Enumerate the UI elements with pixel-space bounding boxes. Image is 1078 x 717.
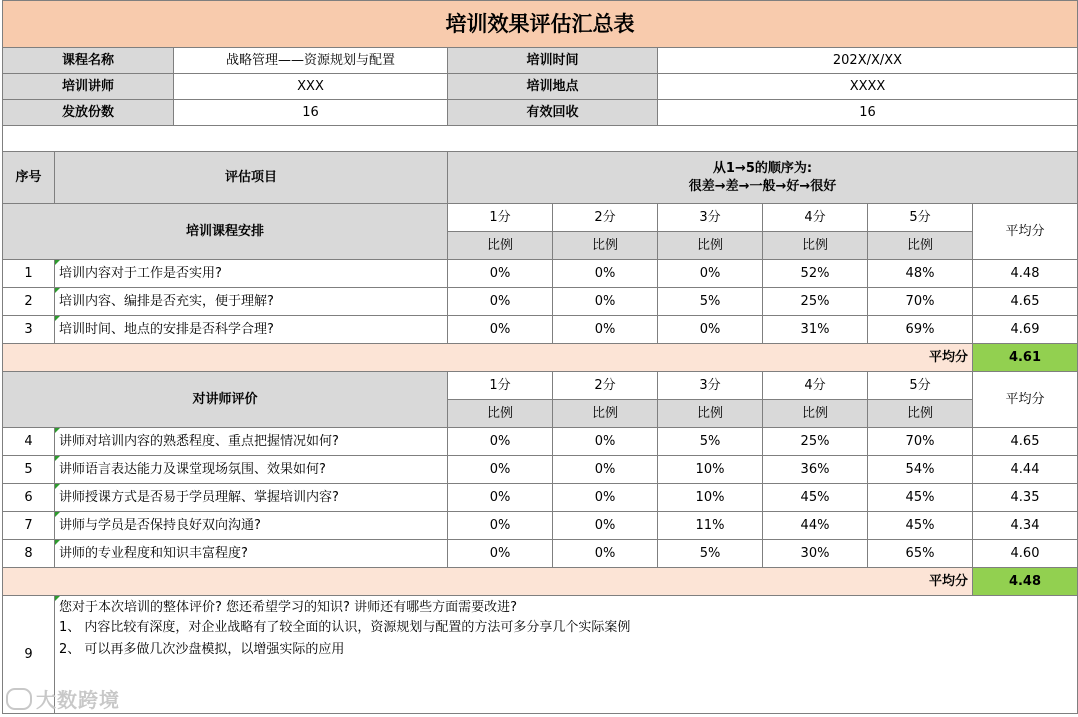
row-number: 5 — [3, 456, 55, 484]
ratio-label: 比例 — [763, 400, 868, 428]
row-average[interactable]: 4.44 — [973, 456, 1078, 484]
ratio-cell[interactable]: 54% — [868, 456, 973, 484]
info-row — [3, 48, 1078, 74]
scale-header — [448, 152, 1078, 204]
feedback-question: 您对于本次培训的整体评价? 您还希望学习的知识? 讲师还有哪些方面需要改进? — [59, 600, 517, 615]
ratio-cell[interactable]: 5% — [658, 288, 763, 316]
row-average[interactable]: 4.48 — [973, 260, 1078, 288]
ratio-cell[interactable]: 0% — [553, 428, 658, 456]
ratio-cell[interactable]: 36% — [763, 456, 868, 484]
info-value[interactable]: 16 — [174, 100, 448, 126]
ratio-cell[interactable]: 11% — [658, 512, 763, 540]
row-question[interactable]: 讲师的专业程度和知识丰富程度? — [55, 540, 448, 568]
score-col-header: 2分 — [553, 204, 658, 232]
summary-label: 平均分 — [3, 568, 973, 596]
table-row — [3, 456, 1078, 484]
ratio-cell[interactable]: 30% — [763, 540, 868, 568]
summary-row — [3, 568, 1078, 596]
score-col-header: 1分 — [448, 204, 553, 232]
ratio-cell[interactable]: 25% — [763, 428, 868, 456]
ratio-cell[interactable]: 65% — [868, 540, 973, 568]
ratio-cell[interactable]: 31% — [763, 316, 868, 344]
ratio-cell[interactable]: 10% — [658, 484, 763, 512]
ratio-cell[interactable]: 0% — [448, 484, 553, 512]
info-key: 发放份数 — [3, 100, 174, 126]
info-value[interactable]: XXX — [174, 74, 448, 100]
ratio-cell[interactable]: 25% — [763, 288, 868, 316]
ratio-cell[interactable]: 0% — [448, 512, 553, 540]
row-question[interactable]: 讲师语言表达能力及课堂现场氛围、效果如何? — [55, 456, 448, 484]
section-title: 培训课程安排 — [3, 204, 448, 260]
ratio-cell[interactable]: 52% — [763, 260, 868, 288]
row-number: 9 — [3, 596, 55, 714]
info-value[interactable]: 16 — [658, 100, 1078, 126]
feedback-row — [3, 596, 1078, 714]
row-question[interactable]: 培训内容对于工作是否实用? — [55, 260, 448, 288]
table-row — [3, 428, 1078, 456]
info-key: 培训地点 — [448, 74, 658, 100]
info-row — [3, 100, 1078, 126]
score-col-header: 5分 — [868, 204, 973, 232]
seq-header: 序号 — [3, 152, 55, 204]
ratio-cell[interactable]: 0% — [553, 512, 658, 540]
ratio-cell[interactable]: 0% — [448, 428, 553, 456]
ratio-cell[interactable]: 0% — [448, 288, 553, 316]
row-question[interactable]: 讲师与学员是否保持良好双向沟通? — [55, 512, 448, 540]
row-question[interactable]: 培训内容、编排是否充实，便于理解? — [55, 288, 448, 316]
scale-line-2: 很差→差→一般→好→很好 — [688, 178, 837, 194]
item-header: 评估项目 — [55, 152, 448, 204]
ratio-cell[interactable]: 0% — [448, 260, 553, 288]
row-number: 1 — [3, 260, 55, 288]
info-key: 培训时间 — [448, 48, 658, 74]
ratio-label: 比例 — [448, 400, 553, 428]
ratio-label: 比例 — [868, 400, 973, 428]
ratio-cell[interactable]: 45% — [868, 484, 973, 512]
ratio-cell[interactable]: 48% — [868, 260, 973, 288]
watermark-text: 大数跨境 — [36, 688, 120, 712]
row-average[interactable]: 4.35 — [973, 484, 1078, 512]
ratio-cell[interactable]: 69% — [868, 316, 973, 344]
ratio-cell[interactable]: 5% — [658, 540, 763, 568]
row-number: 3 — [3, 316, 55, 344]
info-key: 课程名称 — [3, 48, 174, 74]
summary-row — [3, 344, 1078, 372]
ratio-cell[interactable]: 0% — [448, 316, 553, 344]
ratio-cell[interactable]: 0% — [553, 316, 658, 344]
ratio-label: 比例 — [658, 400, 763, 428]
ratio-label: 比例 — [868, 232, 973, 260]
ratio-cell[interactable]: 0% — [553, 484, 658, 512]
score-col-header: 4分 — [763, 204, 868, 232]
section-header-row — [3, 204, 1078, 232]
score-col-header: 4分 — [763, 372, 868, 400]
blank-cell — [3, 126, 1078, 152]
score-col-header: 3分 — [658, 372, 763, 400]
page-title: 培训效果评估汇总表 — [3, 1, 1078, 48]
ratio-cell[interactable]: 5% — [658, 428, 763, 456]
row-question[interactable]: 讲师授课方式是否易于学员理解、掌握培训内容? — [55, 484, 448, 512]
info-value[interactable]: 202X/X/XX — [658, 48, 1078, 74]
ratio-cell[interactable]: 0% — [448, 456, 553, 484]
table-row — [3, 288, 1078, 316]
ratio-label: 比例 — [553, 232, 658, 260]
section-header-row — [3, 372, 1078, 400]
ratio-cell[interactable]: 0% — [658, 316, 763, 344]
row-average[interactable]: 4.69 — [973, 316, 1078, 344]
row-question[interactable]: 讲师对培训内容的熟悉程度、重点把握情况如何? — [55, 428, 448, 456]
row-average[interactable]: 4.60 — [973, 540, 1078, 568]
score-col-header: 5分 — [868, 372, 973, 400]
table-row — [3, 540, 1078, 568]
section-title: 对讲师评价 — [3, 372, 448, 428]
ratio-label: 比例 — [448, 232, 553, 260]
avg-col-header: 平均分 — [973, 372, 1078, 428]
ratio-label: 比例 — [553, 400, 658, 428]
ratio-cell[interactable]: 0% — [448, 540, 553, 568]
ratio-label: 比例 — [658, 232, 763, 260]
ratio-cell[interactable]: 70% — [868, 428, 973, 456]
score-col-header: 3分 — [658, 204, 763, 232]
row-number: 4 — [3, 428, 55, 456]
row-average[interactable]: 4.34 — [973, 512, 1078, 540]
table-row — [3, 316, 1078, 344]
ratio-cell[interactable]: 10% — [658, 456, 763, 484]
feedback-line: 2、 可以再多做几次沙盘模拟，以增强实际的应用 — [59, 642, 345, 657]
row-average[interactable]: 4.65 — [973, 428, 1078, 456]
scale-line-1: 从1→5的顺序为: — [712, 160, 813, 176]
info-key: 培训讲师 — [3, 74, 174, 100]
watermark-logo-icon — [6, 688, 32, 710]
avg-col-header: 平均分 — [973, 204, 1078, 260]
row-question[interactable]: 培训时间、地点的安排是否科学合理? — [55, 316, 448, 344]
row-number: 6 — [3, 484, 55, 512]
summary-average[interactable]: 4.48 — [973, 568, 1078, 596]
row-number: 2 — [3, 288, 55, 316]
ratio-cell[interactable]: 70% — [868, 288, 973, 316]
ratio-cell[interactable]: 45% — [763, 484, 868, 512]
info-value[interactable]: XXXX — [658, 74, 1078, 100]
summary-label: 平均分 — [3, 344, 973, 372]
ratio-cell[interactable]: 45% — [868, 512, 973, 540]
ratio-cell[interactable]: 44% — [763, 512, 868, 540]
info-value[interactable]: 战略管理——资源规划与配置 — [174, 48, 448, 74]
row-number: 7 — [3, 512, 55, 540]
row-number: 8 — [3, 540, 55, 568]
info-key: 有效回收 — [448, 100, 658, 126]
feedback-cell[interactable] — [55, 596, 1078, 714]
ratio-cell[interactable]: 0% — [658, 260, 763, 288]
ratio-cell[interactable]: 0% — [553, 540, 658, 568]
row-average[interactable]: 4.65 — [973, 288, 1078, 316]
table-row — [3, 484, 1078, 512]
score-col-header: 1分 — [448, 372, 553, 400]
table-row — [3, 512, 1078, 540]
watermark — [6, 684, 120, 713]
info-row — [3, 74, 1078, 100]
evaluation-summary-table — [2, 0, 1078, 714]
feedback-line: 1、 内容比较有深度，对企业战略有了较全面的认识，资源规划与配置的方法可多分享几个实际案例 — [59, 620, 631, 635]
header-row — [3, 152, 1078, 204]
table-row — [3, 260, 1078, 288]
ratio-label: 比例 — [763, 232, 868, 260]
spacer-row — [3, 126, 1078, 152]
summary-average[interactable]: 4.61 — [973, 344, 1078, 372]
ratio-cell[interactable]: 0% — [553, 456, 658, 484]
ratio-cell[interactable]: 0% — [553, 288, 658, 316]
ratio-cell[interactable]: 0% — [553, 260, 658, 288]
score-col-header: 2分 — [553, 372, 658, 400]
